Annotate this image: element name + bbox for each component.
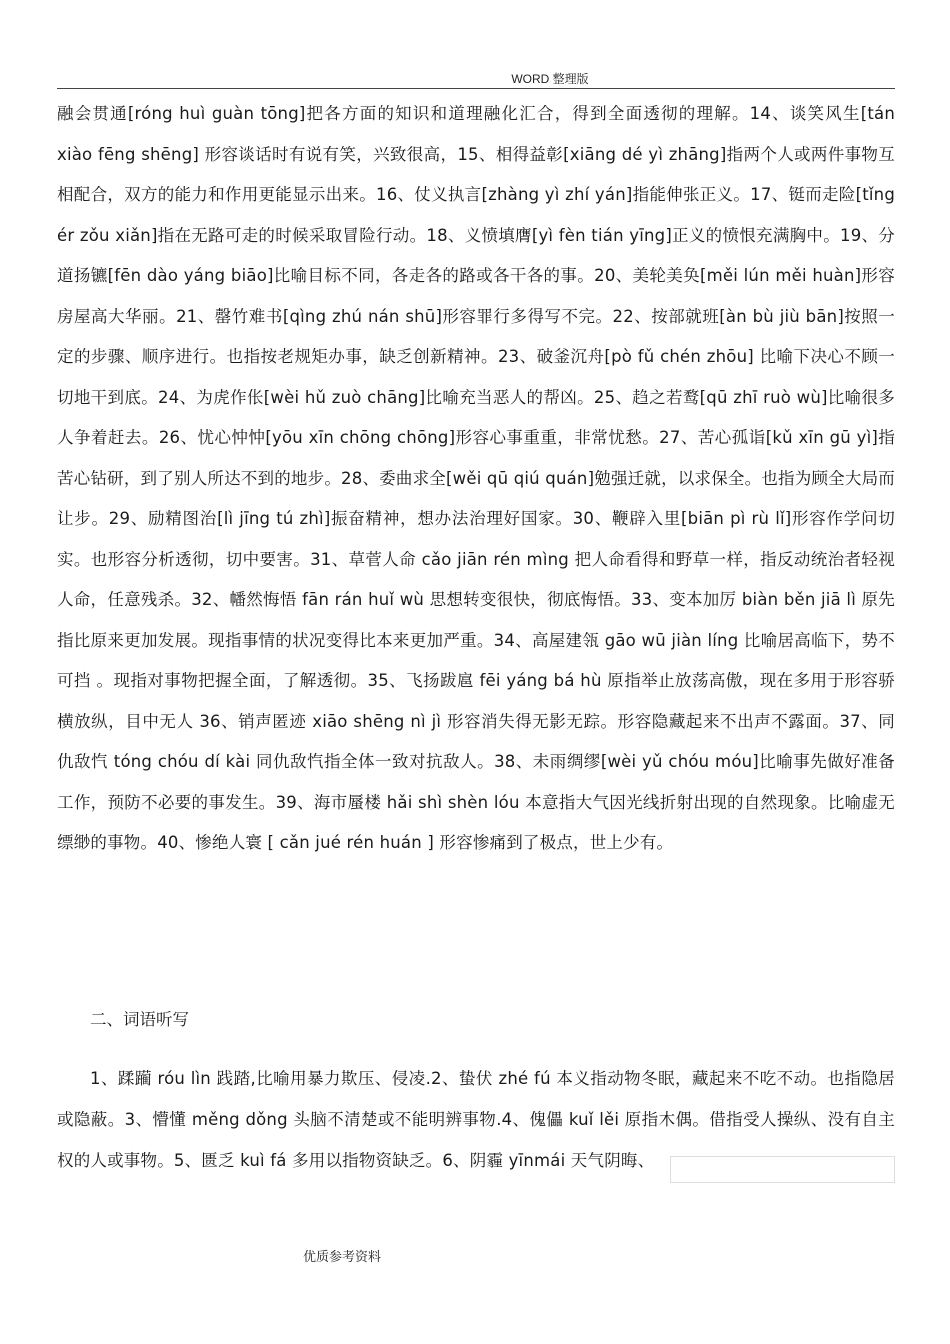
dictation-words-paragraph: 1、蹂躏 róu lìn 践踏,比喻用暴力欺压、侵凌.2、蛰伏 zhé fú 本义指动物冬眠，藏起来不吃不动。也指隐居或隐蔽。3、懵懂 měng dǒng 头脑不清楚或不能明辨事物.4、傀儡 kuǐ lěi 原指木偶。借指受人操纵、没有自主权的人或事物。5、匮乏 kuì fá 多用以指物资缺乏。6、阴霾 yīnmái 天气阴晦、 xyxy=(57,1069,895,1170)
idiom-definitions-paragraph: 融会贯通[róng huì guàn tōng]把各方面的知识和道理融化汇合，得到全面透彻的理解。14、谈笑风生[tán xiào fēng shēng] 形容谈话时有说有笑，兴致很高，15、相得益彰[xiāng dé yì zhāng]指两个人或两件事物互相配合，双方的能力和作用更能显示出来。16、仗义执言[zhàng yì zhí yán]指能伸张正义。17、铤而走险[tǐng ér zǒu xiǎn]指在无路可走的时候采取冒险行动。18、义愤填膺[yì fèn tián yīng]正义的愤恨充满胸中。19、分道扬镳[fēn dào yáng biāo]比喻目标不同，各走各的路或各干各的事。20、美轮美奂[měi lún měi huàn]形容房屋高大华丽。21、罄竹难书[qìng zhú nán shū]形容罪行多得写不完。22、按部就班[àn bù jiù bān]按照一定的步骤、顺序进行。也指按老规矩办事，缺乏创新精神。23、破釜沉舟[pò fǔ chén zhōu] 比喻下决心不顾一切地干到底。24、为虎作伥[wèi hǔ zuò chāng]比喻充当恶人的帮凶。25、趋之若鹜[qū zhī ruò wù]比喻很多人争着赶去。26、忧心忡忡[yōu xīn chōng chōng]形容心事重重，非常忧愁。27、苦心孤诣[kǔ xīn gū yì]指苦心钻研，到了别人所达不到的地步。28、委曲求全[wěi qū qiú quán]勉强迁就，以求保全。也指为顾全大局而让步。29、励精图治[lì jīng tú zhì]振奋精神，想办法治理好国家。30、鞭辟入里[biān pì rù lǐ]形容作学问切实。也形容分析透彻，切中要害。31、草菅人命 cǎo jiān rén mìng 把人命看得和野草一样，指反动统治者轻视人命，任意残杀。32、幡然悔悟 fān rán huǐ wù 思想转变很快，彻底悔悟。33、变本加厉 biàn běn jiā lì 原先指比原来更加发展。现指事情的状况变得比本来更加严重。34、高屋建瓴 gāo wū jiàn líng 比喻居高临下，势不可挡 。现指对事物把握全面，了解透彻。35、飞扬跋扈 fēi yáng bá hù 原指举止放荡高傲，现在多用于形容骄横放纵，目中无人 36、销声匿迹 xiāo shēng nì jì 形容消失得无影无踪。形容隐藏起来不出声不露面。37、同仇敌忾 tóng chóu dí kài 同仇敌忾指全体一致对抗敌人。38、未雨绸缪[wèi yǔ chóu móu]比喻事先做好准备工作，预防不必要的事发生。39、海市蜃楼 hǎi shì shèn lóu 本意指大气因光线折射出现的自然现象。比喻虚无缥缈的事物。40、惨绝人寰 [ cǎn jué rén huán ] 形容惨痛到了极点，世上少有。 xyxy=(57,104,895,852)
section-heading: 二、词语听写 xyxy=(90,1010,189,1029)
page-header-label: WORD 整理版 xyxy=(511,72,589,86)
header-divider xyxy=(57,88,895,89)
text-box-outline xyxy=(670,1156,895,1183)
page-footer-label: 优质参考资料 xyxy=(303,1250,382,1265)
